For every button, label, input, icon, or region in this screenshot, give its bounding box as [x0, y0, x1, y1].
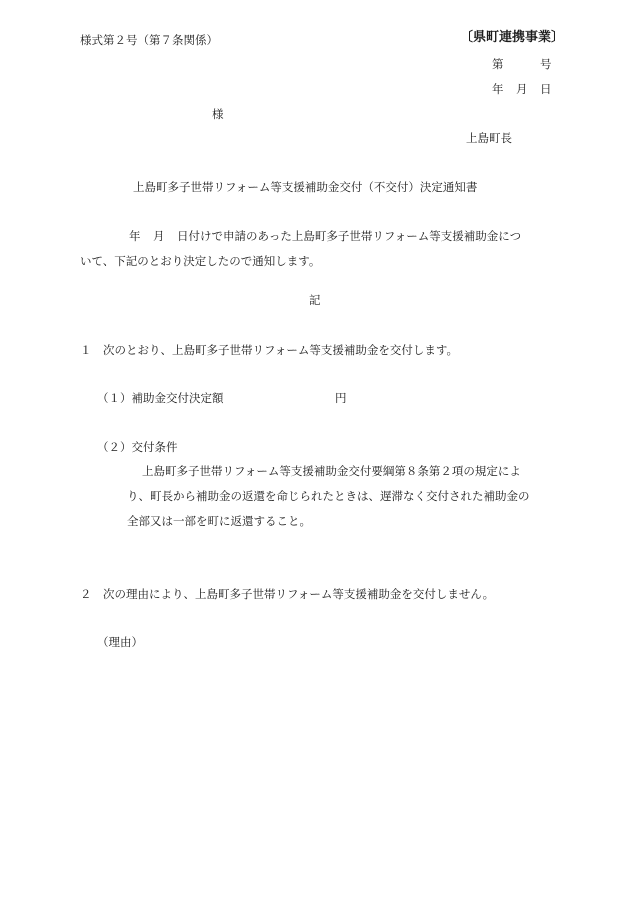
- document-title: 上島町多子世帯リフォーム等支援補助金交付（不交付）決定通知書: [133, 180, 478, 194]
- ki-heading: 記: [309, 293, 321, 307]
- intro-month: 月: [153, 229, 165, 243]
- grant-amount-label: （１）補助金交付決定額: [97, 391, 224, 405]
- recipient-honorific: 様: [212, 107, 224, 121]
- section2-heading: 次の理由により、上島町多子世帯リフォーム等支援補助金を交付しません。: [103, 587, 495, 601]
- intro-year: 年: [129, 229, 141, 243]
- date-month: 月: [516, 82, 528, 96]
- intro-line2-text: いて、下記のとおり決定したので通知します。: [80, 254, 321, 268]
- issuer-name: 上島町長: [466, 131, 512, 145]
- section2-number: ２: [80, 587, 92, 601]
- section1-number: １: [80, 343, 92, 357]
- condition-line: り、町長から補助金の返還を命じられたときは、遅滞なく交付された補助金の: [127, 489, 530, 503]
- document-number-dai: 第: [492, 57, 504, 71]
- grant-amount-unit: 円: [335, 391, 347, 405]
- date-day: 日: [540, 82, 552, 96]
- form-number-label: 様式第２号（第７条関係）: [80, 33, 218, 47]
- project-badge: 〔県町連携事業〕: [460, 30, 565, 45]
- document-number-go: 号: [540, 57, 552, 71]
- condition-line: 上島町多子世帯リフォーム等支援補助金交付要綱第８条第２項の規定によ: [142, 464, 521, 478]
- condition-line: 全部又は一部を町に返還すること。: [127, 514, 311, 528]
- intro-line1-text: 日付けで申請のあった上島町多子世帯リフォーム等支援補助金につ: [177, 229, 522, 243]
- date-year: 年: [492, 82, 504, 96]
- section1-heading: 次のとおり、上島町多子世帯リフォーム等支援補助金を交付します。: [103, 343, 459, 357]
- reason-label: （理由）: [97, 635, 143, 649]
- conditions-label: （２）交付条件: [97, 440, 178, 454]
